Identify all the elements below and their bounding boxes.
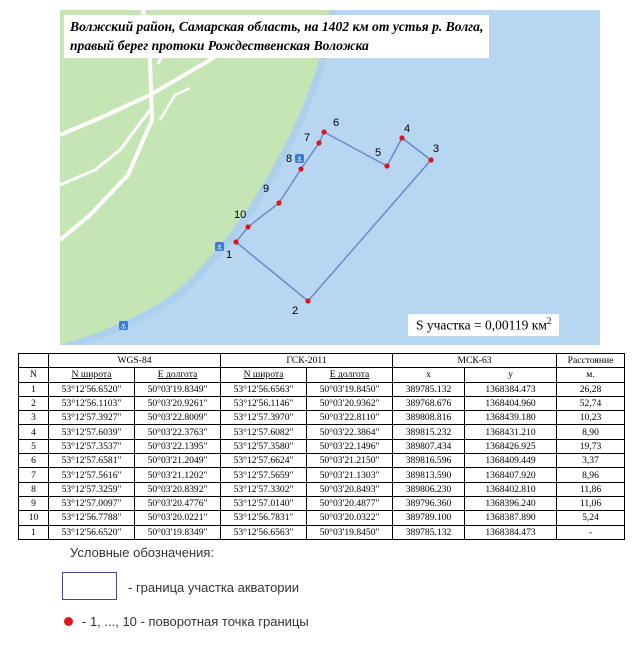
table-cell: 50°03'19.8349" xyxy=(135,382,221,396)
table-cell: 7 xyxy=(19,468,49,482)
table-cell: 10,23 xyxy=(557,411,625,425)
svg-text:⚓: ⚓ xyxy=(216,243,223,252)
table-cell: 8 xyxy=(19,482,49,496)
header-lat: N широта xyxy=(221,368,307,382)
table-cell: 53°12'57.3302" xyxy=(221,482,307,496)
area-text: S участка = 0,00119 км xyxy=(416,317,547,333)
boundary-point xyxy=(298,166,303,171)
table-cell: 53°12'56.1103" xyxy=(49,396,135,410)
table-cell: 50°03'20.0221" xyxy=(135,511,221,525)
table-cell: 1368439.180 xyxy=(465,411,557,425)
table-cell: 50°03'20.9362" xyxy=(307,396,393,410)
boundary-point xyxy=(316,140,321,145)
header-lat: N широта xyxy=(49,368,135,382)
point-label: 9 xyxy=(263,183,270,195)
table-cell: 389796.360 xyxy=(393,496,465,510)
table-cell: 50°03'21.2049" xyxy=(135,454,221,468)
header-msk: МСК-63 xyxy=(393,354,557,368)
table-cell: 53°12'57.3259" xyxy=(49,482,135,496)
point-label: 8 xyxy=(286,153,293,165)
table-cell: 50°03'19.8450" xyxy=(307,525,393,539)
table-cell: 50°03'20.8392" xyxy=(135,482,221,496)
header-x: x xyxy=(393,368,465,382)
table-cell: 3 xyxy=(19,411,49,425)
table-cell: 50°03'20.4776" xyxy=(135,496,221,510)
table-cell: 50°03'20.4877" xyxy=(307,496,393,510)
svg-text:⚓: ⚓ xyxy=(120,322,127,331)
table-cell: 53°12'57.6039" xyxy=(49,425,135,439)
area-label xyxy=(408,314,559,336)
table-cell: 50°03'20.0322" xyxy=(307,511,393,525)
table-cell: 50°03'20.9261" xyxy=(135,396,221,410)
table-cell: 2 xyxy=(19,396,49,410)
table-cell: 53°12'57.3970" xyxy=(221,411,307,425)
table-cell: 1368387.890 xyxy=(465,511,557,525)
map-title-line: правый берег протоки Рождественская Воложка xyxy=(70,38,369,53)
boundary-point xyxy=(276,200,281,205)
anchor-icon xyxy=(295,154,304,164)
table-cell: 19,73 xyxy=(557,439,625,453)
table-cell: 26,28 xyxy=(557,382,625,396)
table-cell: 53°12'57.0140" xyxy=(221,496,307,510)
header-dist: Расстояние xyxy=(557,354,625,368)
table-cell: 389785.132 xyxy=(393,382,465,396)
table-row xyxy=(19,439,625,453)
table-cell: 10 xyxy=(19,511,49,525)
table-cell: 5,24 xyxy=(557,511,625,525)
table-row xyxy=(19,411,625,425)
table-cell: 1368426.925 xyxy=(465,439,557,453)
header-n: N xyxy=(19,368,49,382)
table-header-row xyxy=(19,354,625,368)
table-row xyxy=(19,468,625,482)
table-cell: 50°03'22.8110" xyxy=(307,411,393,425)
point-label: 6 xyxy=(333,117,340,129)
point-label: 5 xyxy=(375,147,382,159)
table-cell: 53°12'56.6520" xyxy=(49,525,135,539)
table-cell: 389768.676 xyxy=(393,396,465,410)
table-cell: 50°03'22.1496" xyxy=(307,439,393,453)
table-cell: 53°12'56.7788" xyxy=(49,511,135,525)
table-cell: 52,74 xyxy=(557,396,625,410)
boundary-point xyxy=(245,224,250,229)
table-cell: 389785.132 xyxy=(393,525,465,539)
table-cell: 53°12'57.0097" xyxy=(49,496,135,510)
table-cell: 1368402.810 xyxy=(465,482,557,496)
boundary-point xyxy=(428,157,433,162)
table-cell: 50°03'21.1303" xyxy=(307,468,393,482)
table-subheader-row xyxy=(19,368,625,382)
point-label: 4 xyxy=(404,123,411,135)
coordinates-table xyxy=(18,353,625,540)
table-cell: 389816.596 xyxy=(393,454,465,468)
header-y: y xyxy=(465,368,557,382)
legend-boundary-text: - граница участка акватории xyxy=(128,580,300,595)
table-cell: 53°12'57.6082" xyxy=(221,425,307,439)
table-cell: 53°12'57.6624" xyxy=(221,454,307,468)
area-unit-power: 2 xyxy=(546,316,552,326)
table-cell: 53°12'57.3537" xyxy=(49,439,135,453)
point-label: 10 xyxy=(234,209,247,221)
header-dist-unit: м. xyxy=(557,368,625,382)
header-gsk: ГСК-2011 xyxy=(221,354,393,368)
anchor-icon xyxy=(215,242,224,252)
table-cell: 389808.816 xyxy=(393,411,465,425)
table-cell: 1368407.920 xyxy=(465,468,557,482)
point-label: 7 xyxy=(304,132,311,144)
table-row xyxy=(19,454,625,468)
table-cell: 1368384.473 xyxy=(465,382,557,396)
boundary-point xyxy=(321,129,326,134)
table-cell: 1368409.449 xyxy=(465,454,557,468)
table-row xyxy=(19,425,625,439)
table-cell: 53°12'56.6563" xyxy=(221,382,307,396)
table-cell: 6 xyxy=(19,454,49,468)
table-cell: 50°03'22.8009" xyxy=(135,411,221,425)
table-row xyxy=(19,482,625,496)
table-row xyxy=(19,511,625,525)
table-cell: 53°12'56.6563" xyxy=(221,525,307,539)
table-cell: - xyxy=(557,525,625,539)
table-cell: 389813.590 xyxy=(393,468,465,482)
anchor-icon xyxy=(119,321,128,331)
map-title xyxy=(64,15,489,58)
table-cell: 1 xyxy=(19,382,49,396)
table-row xyxy=(19,382,625,396)
table-cell: 53°12'57.6581" xyxy=(49,454,135,468)
table-cell: 53°12'56.6520" xyxy=(49,382,135,396)
table-cell: 8,90 xyxy=(557,425,625,439)
table-cell: 389806.230 xyxy=(393,482,465,496)
table-cell: 53°12'57.5659" xyxy=(221,468,307,482)
boundary-point xyxy=(384,163,389,168)
map-view xyxy=(60,10,600,345)
header-lon: Е долгота xyxy=(135,368,221,382)
point-label: 2 xyxy=(292,305,299,317)
table-row xyxy=(19,396,625,410)
table-cell: 50°03'21.2150" xyxy=(307,454,393,468)
table-cell: 50°03'19.8450" xyxy=(307,382,393,396)
table-cell: 389815.232 xyxy=(393,425,465,439)
table-cell: 5 xyxy=(19,439,49,453)
table-cell: 8,96 xyxy=(557,468,625,482)
svg-text:⚓: ⚓ xyxy=(296,155,303,164)
table-cell: 53°12'56.1146" xyxy=(221,396,307,410)
boundary-point xyxy=(399,135,404,140)
point-label: 3 xyxy=(433,143,440,155)
table-body xyxy=(19,382,625,539)
table-cell: 50°03'19.8349" xyxy=(135,525,221,539)
legend-title: Условные обозначения: xyxy=(70,545,215,560)
table-cell: 1368396.240 xyxy=(465,496,557,510)
table-cell: 50°03'22.1395" xyxy=(135,439,221,453)
header-wgs: WGS-84 xyxy=(49,354,221,368)
table-cell: 53°12'57.3580" xyxy=(221,439,307,453)
boundary-point xyxy=(305,298,310,303)
boundary-point xyxy=(233,239,238,244)
table-cell: 389789.100 xyxy=(393,511,465,525)
table-cell: 9 xyxy=(19,496,49,510)
table-cell: 4 xyxy=(19,425,49,439)
legend-point-swatch xyxy=(64,617,73,626)
table-cell: 53°12'57.3927" xyxy=(49,411,135,425)
table-cell: 50°03'22.3763" xyxy=(135,425,221,439)
table-cell: 11,06 xyxy=(557,496,625,510)
table-cell: 53°12'56.7831" xyxy=(221,511,307,525)
table-row xyxy=(19,496,625,510)
map-title-line: Волжский район, Самарская область, на 1402 км от устья р. Волга, xyxy=(70,19,484,34)
table-cell: 53°12'57.5616" xyxy=(49,468,135,482)
table-row xyxy=(19,525,625,539)
table-cell: 3,37 xyxy=(557,454,625,468)
header-lon: Е долгота xyxy=(307,368,393,382)
point-label: 1 xyxy=(226,249,233,261)
table-cell: 50°03'20.8493" xyxy=(307,482,393,496)
table-cell: 50°03'22.3864" xyxy=(307,425,393,439)
legend-boundary-swatch xyxy=(62,572,117,600)
table-cell: 11,86 xyxy=(557,482,625,496)
legend-point-text: - 1, ..., 10 - поворотная точка границы xyxy=(82,614,309,629)
table-cell: 1368384.473 xyxy=(465,525,557,539)
table-cell: 1368431.210 xyxy=(465,425,557,439)
table-cell: 50°03'21.1202" xyxy=(135,468,221,482)
header-n xyxy=(19,354,49,368)
table-cell: 1368404.960 xyxy=(465,396,557,410)
table-cell: 1 xyxy=(19,525,49,539)
table-cell: 389807.434 xyxy=(393,439,465,453)
